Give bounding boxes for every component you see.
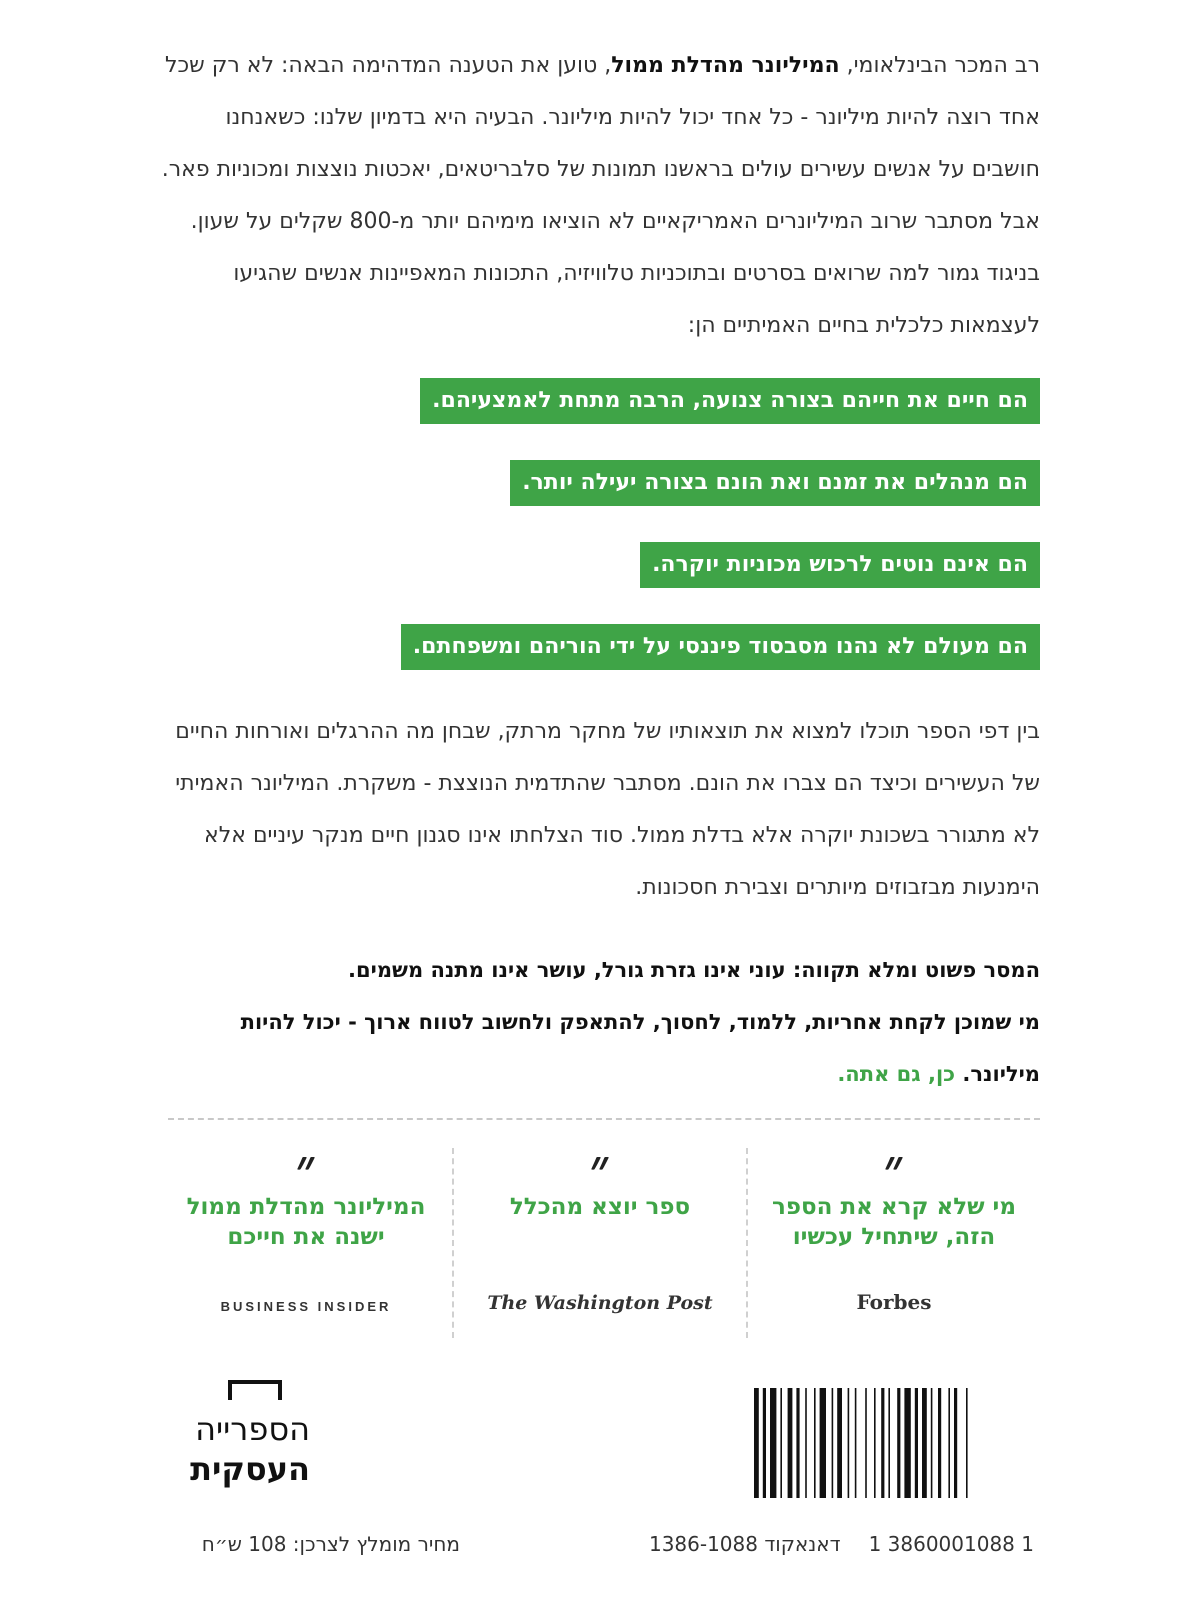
message-paragraph	[160, 944, 1040, 1100]
trait-item	[160, 460, 1040, 506]
logo-text-line-2: העסקית	[190, 1450, 310, 1488]
dashed-divider	[168, 1118, 1040, 1120]
intro-paragraph	[160, 40, 1040, 352]
intro-post: , טוען את הטענה המדהימה הבאה: לא רק שכל אחד רוצה להיות מיליונר - כל אחד יכול להיות מיליונר. הבעיה היא בדמיון שלנו: כשאנחנו חושבים על אנשים עשירים עולים בראשנו תמונות של סלבריטאים, יאכטות נוצצות ומכוניות פאר. אבל מסתבר שרוב המיליונרים האמריקאיים לא הוציאו מימיהם יותר מ-800 שקלים על שעון. בניגוד גמור למה שרואים בסרטים ובתוכניות טלוויזיה, התכונות המאפיינות אנשים שהגיעו לעצמאות כלכלית בחיים האמיתיים הן:	[161, 53, 1040, 338]
logo-text-line-1: הספרייה	[195, 1410, 310, 1448]
quote-mark-icon: ״	[589, 1136, 611, 1200]
trait-highlight: הם מנהלים את זמנם ואת הונם בצורה יעילה יותר.	[510, 460, 1040, 506]
message-line-2-text: מי שמוכן לקחת אחריות, ללמוד, לחסוך, להתאפק ולחשוב לטווח ארוך - יכול להיות מיליונר.	[240, 1010, 1040, 1086]
quote-source: Forbes	[856, 1290, 932, 1314]
trait-highlight: הם חיים את חייהם בצורה צנועה, הרבה מתחת לאמצעיהם.	[420, 378, 1040, 424]
message-line-1: המסר פשוט ומלא תקווה: עוני אינו גזרת גורל, עושר אינו מתנה משמים.	[348, 958, 1040, 982]
study-paragraph: בין דפי הספר תוכלו למצוא את תוצאותיו של מחקר מרתק, שבחן מה ההרגלים ואורחות החיים של העשירים וכיצד הם צברו את הונם. מסתבר שהתדמית הנוצצת - משקרת. המיליונר האמיתי לא מתגורר בשכונת יוקרה אלא בדלת ממול. סוד הצלחתו אינו סגנון חיים מנקר עיניים אלא הימנעות מבזבוזים מיותרים וצבירת חסכונות.	[175, 719, 1040, 900]
trait-highlight: הם אינם נוטים לרכוש מכוניות יוקרה.	[640, 542, 1040, 588]
quote-source: BUSINESS INSIDER	[220, 1299, 392, 1314]
publisher-logo	[160, 1380, 310, 1510]
trait-item	[160, 624, 1040, 670]
quote-forbes	[748, 1136, 1040, 1338]
trait-highlight: הם מעולם לא נהנו מסבסוד פיננסי על ידי הוריהם ומשפחתם.	[401, 624, 1040, 670]
quote-source: The Washington Post	[487, 1292, 713, 1314]
trait-item	[160, 542, 1040, 588]
message-highlight: כן, גם אתה.	[837, 1062, 956, 1086]
logo-mark-icon	[228, 1380, 282, 1400]
book-title-bold: המיליונר מהדלת ממול	[611, 53, 840, 78]
quote-text: המיליונר מהדלת ממול ישנה את חייכם	[186, 1194, 426, 1250]
intro-pre: רב המכר הבינלאומי,	[839, 53, 1040, 78]
quote-text: ספר יוצא מהכלל	[509, 1194, 691, 1220]
barcode-number: 1 3860001088 1	[868, 1532, 1034, 1556]
quote-business-insider	[160, 1136, 454, 1338]
danacode: דאנאקוד 1386-1088	[648, 1532, 841, 1556]
press-quotes	[160, 1136, 1040, 1338]
trait-item	[160, 378, 1040, 424]
traits-list	[160, 378, 1040, 706]
barcode-numbers	[600, 1532, 1034, 1556]
quote-mark-icon: ״	[883, 1136, 905, 1200]
quote-mark-icon: ״	[295, 1136, 317, 1200]
barcode-icon	[754, 1388, 1034, 1498]
price-label: מחיר מומלץ לצרכן: 108 ש״ח	[201, 1532, 460, 1556]
quote-washington-post	[454, 1136, 748, 1338]
quote-text: מי שלא קרא את הספר הזה, שיתחיל עכשיו	[772, 1194, 1016, 1250]
message-line-2	[160, 996, 1040, 1100]
